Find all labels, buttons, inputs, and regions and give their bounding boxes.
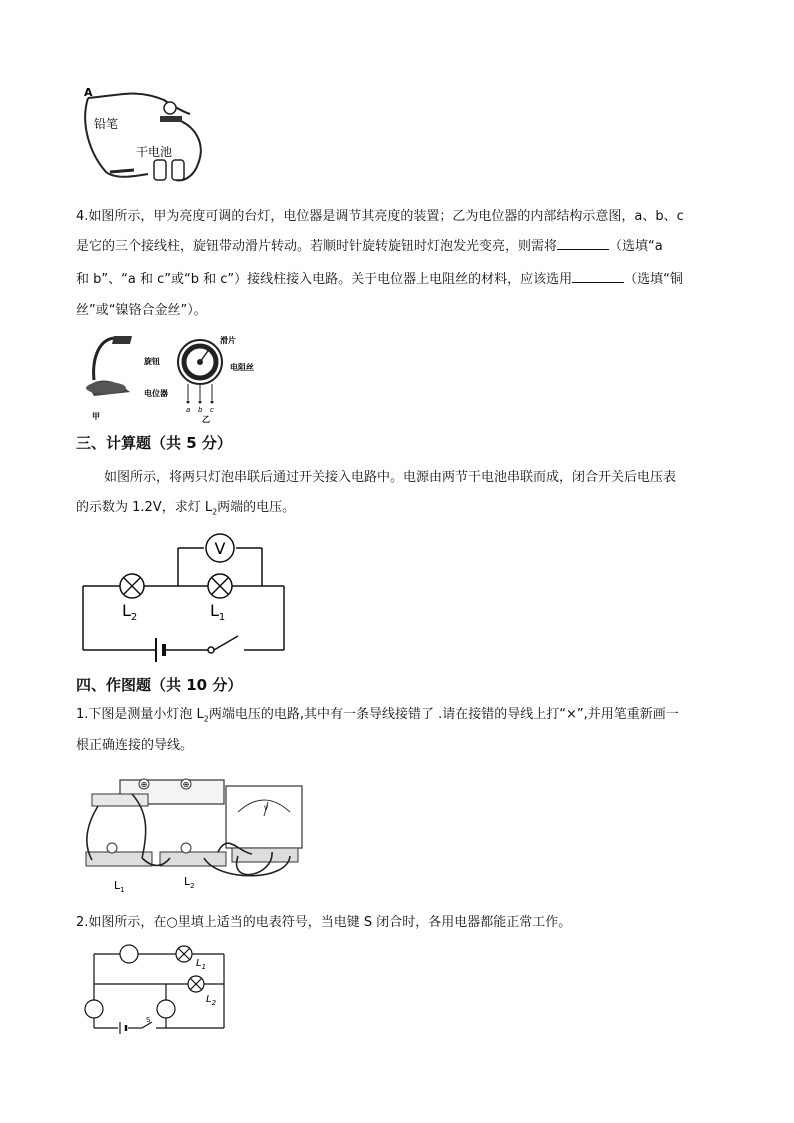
section3-line2-tail: 两端的电压。 — [217, 500, 296, 515]
label-jia: 甲 — [92, 412, 100, 421]
section3-line1: 如图所示，将两只灯泡串联后通过开关接入电路中。电源由两节干电池串联而成，闭合开关后电压表 — [104, 470, 677, 485]
lamp-l2-letter: L — [122, 601, 131, 620]
lamp1-label — [114, 879, 125, 894]
q4-line3 — [76, 263, 683, 297]
label-device: 电位器 — [144, 389, 168, 398]
voltmeter-symbol: V — [214, 539, 226, 558]
potentiometer-figure — [84, 330, 284, 426]
lamp2-letter: L — [184, 875, 191, 888]
lamp1-sub: 1 — [120, 886, 125, 894]
physical-circuit-figure — [78, 772, 310, 894]
section4-q1-tail: 两端电压的电路,其中有一条导线接错了 .请在接错的导线上打“×”,并用笔重新画一 — [208, 707, 679, 722]
label-slider: 滑片 — [220, 336, 236, 345]
lamp-l2-sub: 2 — [130, 612, 138, 623]
lamp-l1-label — [210, 601, 225, 623]
label-knob: 旋钮 — [144, 357, 160, 366]
lamp-l2-label — [122, 601, 137, 623]
series-circuit-figure — [80, 532, 290, 664]
pencil-circuit-figure — [76, 84, 216, 188]
label-c-terminal: c — [210, 406, 214, 414]
label-wire: 电阻丝 — [230, 363, 254, 372]
l2-letter: L — [206, 994, 212, 1005]
section3-line2-text: 的示数为 1.2V，求灯 L — [76, 500, 213, 515]
section4-q1-sub: 2 — [203, 714, 209, 724]
section4-heading: 四、作图题（共 10 分） — [76, 676, 243, 694]
lamp2-label — [184, 875, 195, 890]
answer-blank-2[interactable] — [572, 270, 624, 283]
lamp-l1-letter: L — [210, 601, 219, 620]
switch-label: S — [146, 1016, 151, 1024]
q4-line1: 4.如图所示，甲为亮度可调的台灯，电位器是调节其亮度的装置；乙为电位器的内部结构示意图，a、b、c — [76, 209, 684, 224]
l1-label — [196, 958, 206, 971]
section3-heading: 三、计算题（共 5 分） — [76, 434, 232, 452]
label-a-terminal: a — [186, 406, 191, 414]
lamp2-sub: 2 — [190, 882, 195, 890]
l2-sub: 2 — [211, 999, 217, 1007]
meter-symbol: V — [263, 805, 269, 812]
answer-blank-1[interactable] — [557, 237, 609, 250]
section3-line2 — [76, 491, 295, 530]
svg-text:⊕: ⊕ — [140, 780, 148, 789]
section4-q1-line2: 根正确连接的导线。 — [76, 738, 194, 753]
parallel-circuit-figure — [80, 940, 230, 1034]
label-yi: 乙 — [202, 415, 210, 424]
q4-line2-tail: （选填“a — [609, 239, 663, 254]
section4-q2-line1: 2.如图所示，在○里填上适当的电表符号，当电键 S 闭合时，各用电器都能正常工作。 — [76, 915, 572, 930]
l2-label — [206, 994, 217, 1007]
label-battery: 干电池 — [136, 145, 173, 159]
label-a: A — [84, 86, 93, 99]
l1-sub: 1 — [201, 963, 207, 971]
q4-line3-text: 和 b”、“a 和 c”或“b 和 c”）接线柱接入电路。关于电位器上电阻丝的材料，应该选用 — [76, 272, 573, 287]
l1-letter: L — [196, 958, 202, 969]
label-pencil: 铅笔 — [94, 117, 119, 131]
q4-line4: 丝”或“镍铬合金丝”）。 — [76, 303, 207, 318]
section3-line2-sub: 2 — [212, 507, 218, 517]
section4-q1-text: 1.下图是测量小灯泡 L — [76, 707, 204, 722]
q4-line2 — [76, 230, 663, 264]
lamp1-letter: L — [114, 879, 121, 892]
label-b-terminal: b — [198, 406, 203, 414]
lamp-l1-sub: 1 — [218, 612, 226, 623]
q4-line3-tail: （选填“铜 — [624, 272, 683, 287]
q4-line2-text: 是它的三个接线柱，旋钮带动滑片转动。若顺时针旋转旋钮时灯泡发光变亮，则需将 — [76, 239, 558, 254]
svg-text:⊕: ⊕ — [182, 780, 190, 789]
